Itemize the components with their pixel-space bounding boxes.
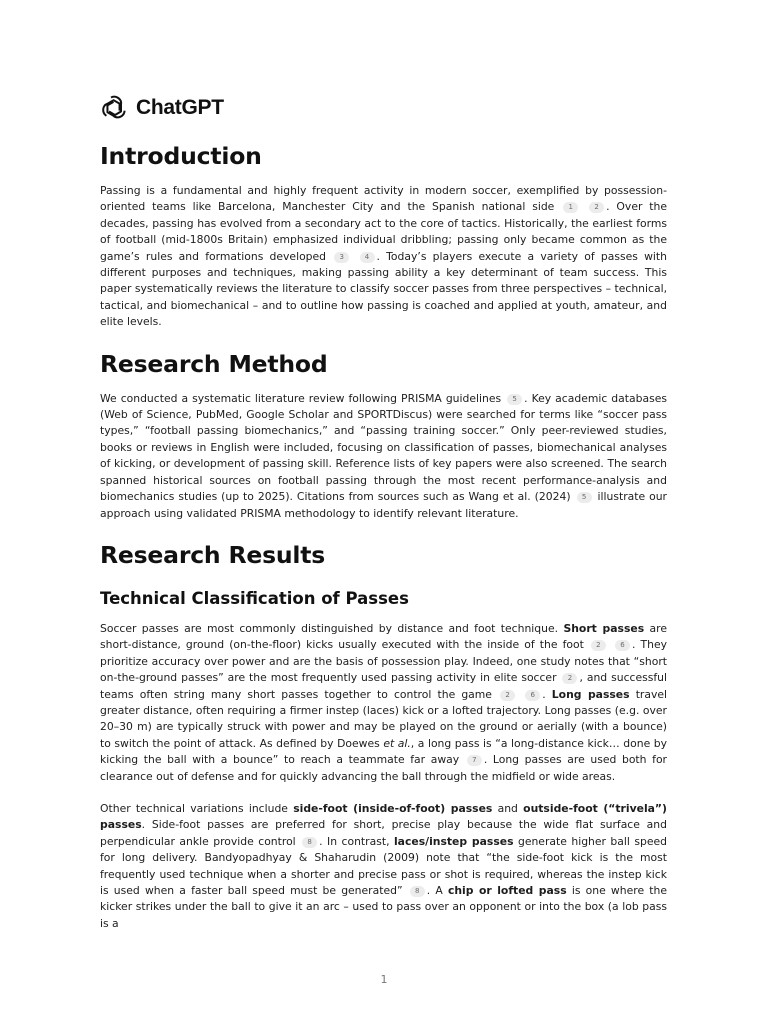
bold-term: Long passes bbox=[551, 687, 630, 701]
citation-badge[interactable]: 2 bbox=[589, 202, 604, 213]
bold-term: laces/instep passes bbox=[393, 834, 514, 848]
text-run: We conducted a systematic literature review following PRISMA guidelines bbox=[100, 391, 502, 405]
italic-term: et al. bbox=[383, 736, 411, 750]
section-heading-research-method: Research Method bbox=[100, 349, 328, 378]
results-paragraph-2 bbox=[100, 801, 667, 932]
text-run: . Key academic databases (Web of Science, PubMed, Google Scholar and SPORTDiscus) were searched for terms like “soccer pass types,” “football passing biomechanics,” and “passing training soccer.” Only peer-reviewed studies, books or reviews in English were included, focusing on classification of passes, biomechanical analyses of kicking, or development of passing skill. Reference lists of key papers were also screened. The search spanned historical sources on football passing through the most recent performance-analysis and biomechanics studies (up to 2025). Citations from sources such as Wang et al. (2024) bbox=[100, 391, 667, 504]
text-run: illustrate our approach using validated PRISMA methodology to identify relevant literature. bbox=[100, 490, 668, 520]
bold-term: Short passes bbox=[563, 621, 645, 635]
bold-term: outside-foot (“trivela”) passes bbox=[100, 801, 667, 832]
text-run: and bbox=[497, 801, 518, 815]
citation-badge[interactable]: 1 bbox=[563, 202, 578, 213]
citation-badge[interactable]: 5 bbox=[577, 492, 592, 503]
text-run: . In contrast, bbox=[319, 834, 390, 848]
citation-badge[interactable]: 2 bbox=[500, 690, 515, 701]
citation-badge[interactable]: 8 bbox=[410, 886, 425, 897]
text-run: travel greater distance, often requiring a firmer instep (laces) kick or a lofted trajectory. Long passes (e.g. over 20–30 m) are typically struck with power and may be played on the ground or aerially (with a bounce) to switch the point of attack. As defined by Doewes bbox=[100, 687, 668, 750]
article-body bbox=[100, 130, 667, 932]
citation-badge[interactable]: 3 bbox=[334, 252, 349, 263]
text-run: . They prioritize accuracy over power and are the basis of possession play. Indeed, one study notes that “short on-the-ground passes” are the most frequently used passing activity in elite soccer bbox=[100, 638, 667, 685]
text-run: generate higher ball speed for long delivery. Bandyopadhyay & Shaharudin (2009) note that “the side-foot kick is the most frequently used technique when a shorter and precise pass or shot is required, whereas the instep kick is used when a faster ball speed must be generated” bbox=[100, 834, 667, 897]
text-run: . A bbox=[426, 884, 443, 897]
citation-badge[interactable]: 6 bbox=[525, 690, 540, 701]
bold-term: side-foot (inside-of-foot) passes bbox=[293, 801, 493, 815]
brand-header bbox=[100, 94, 224, 122]
text-run: is one where the kicker strikes under the ball to give it an arc – used to pass over an opponent or into the box (a lob pass is a bbox=[100, 884, 667, 930]
section-heading-research-results: Research Results bbox=[100, 540, 326, 569]
citation-badge[interactable]: 2 bbox=[591, 640, 606, 651]
text-run: . Over the decades, passing has evolved from a secondary act to the core of tactics. Historically, the earliest forms of football (mid-1800s Britain) emphasized individual dribbling; passing only became common as the game’s rules and formations developed bbox=[100, 200, 668, 263]
brand-name: ChatGPT bbox=[136, 96, 224, 119]
citation-badge[interactable]: 4 bbox=[360, 252, 375, 263]
page-number: 1 bbox=[380, 973, 388, 986]
text-run: are short-distance, ground (on-the-floor) kicks usually executed with the inside of the foot bbox=[100, 621, 667, 652]
text-run: , and successful teams often string many short passes together to control the game bbox=[100, 671, 667, 701]
citation-badge[interactable]: 8 bbox=[302, 837, 317, 848]
results-paragraph-1 bbox=[100, 621, 667, 785]
text-run: Soccer passes are most commonly distinguished by distance and foot technique. bbox=[100, 621, 559, 635]
introduction-paragraph bbox=[100, 183, 667, 331]
text-run: Other technical variations include bbox=[100, 801, 288, 815]
openai-logo-icon bbox=[100, 94, 128, 122]
citation-badge[interactable]: 7 bbox=[467, 755, 482, 766]
text-run: . bbox=[542, 687, 546, 701]
citation-badge[interactable]: 5 bbox=[507, 394, 522, 405]
bold-term: chip or lofted pass bbox=[447, 884, 567, 897]
text-run: . Today’s players execute a variety of passes with different purposes and techniques, making passing ability a key determinant of team success. This paper systematically reviews the literature to classify soccer passes from three perspectives – technical, tactical, and biomechanical – and to outline how passing is coached and applied at youth, amateur, and elite levels. bbox=[100, 249, 668, 329]
text-run: . Long passes are used both for clearance out of defense and for quickly advancing the ball through the midfield or wide areas. bbox=[100, 753, 667, 783]
citation-badge[interactable]: 2 bbox=[562, 673, 577, 684]
text-run: . Side-foot passes are preferred for short, precise play because the wide flat surface and perpendicular ankle provide control bbox=[100, 818, 667, 848]
text-run: Passing is a fundamental and highly frequent activity in modern soccer, exemplified by possession-oriented teams like Barcelona, Manchester City and the Spanish national side bbox=[100, 184, 667, 214]
section-heading-introduction: Introduction bbox=[100, 142, 262, 170]
text-run: , a long pass is “a long-distance kick… done by kicking the ball with a bounce” to reach a teammate far away bbox=[100, 736, 667, 767]
citation-badge[interactable]: 6 bbox=[615, 640, 630, 651]
subsection-heading-technical-classification: Technical Classification of Passes bbox=[100, 588, 409, 608]
method-paragraph bbox=[100, 391, 667, 522]
